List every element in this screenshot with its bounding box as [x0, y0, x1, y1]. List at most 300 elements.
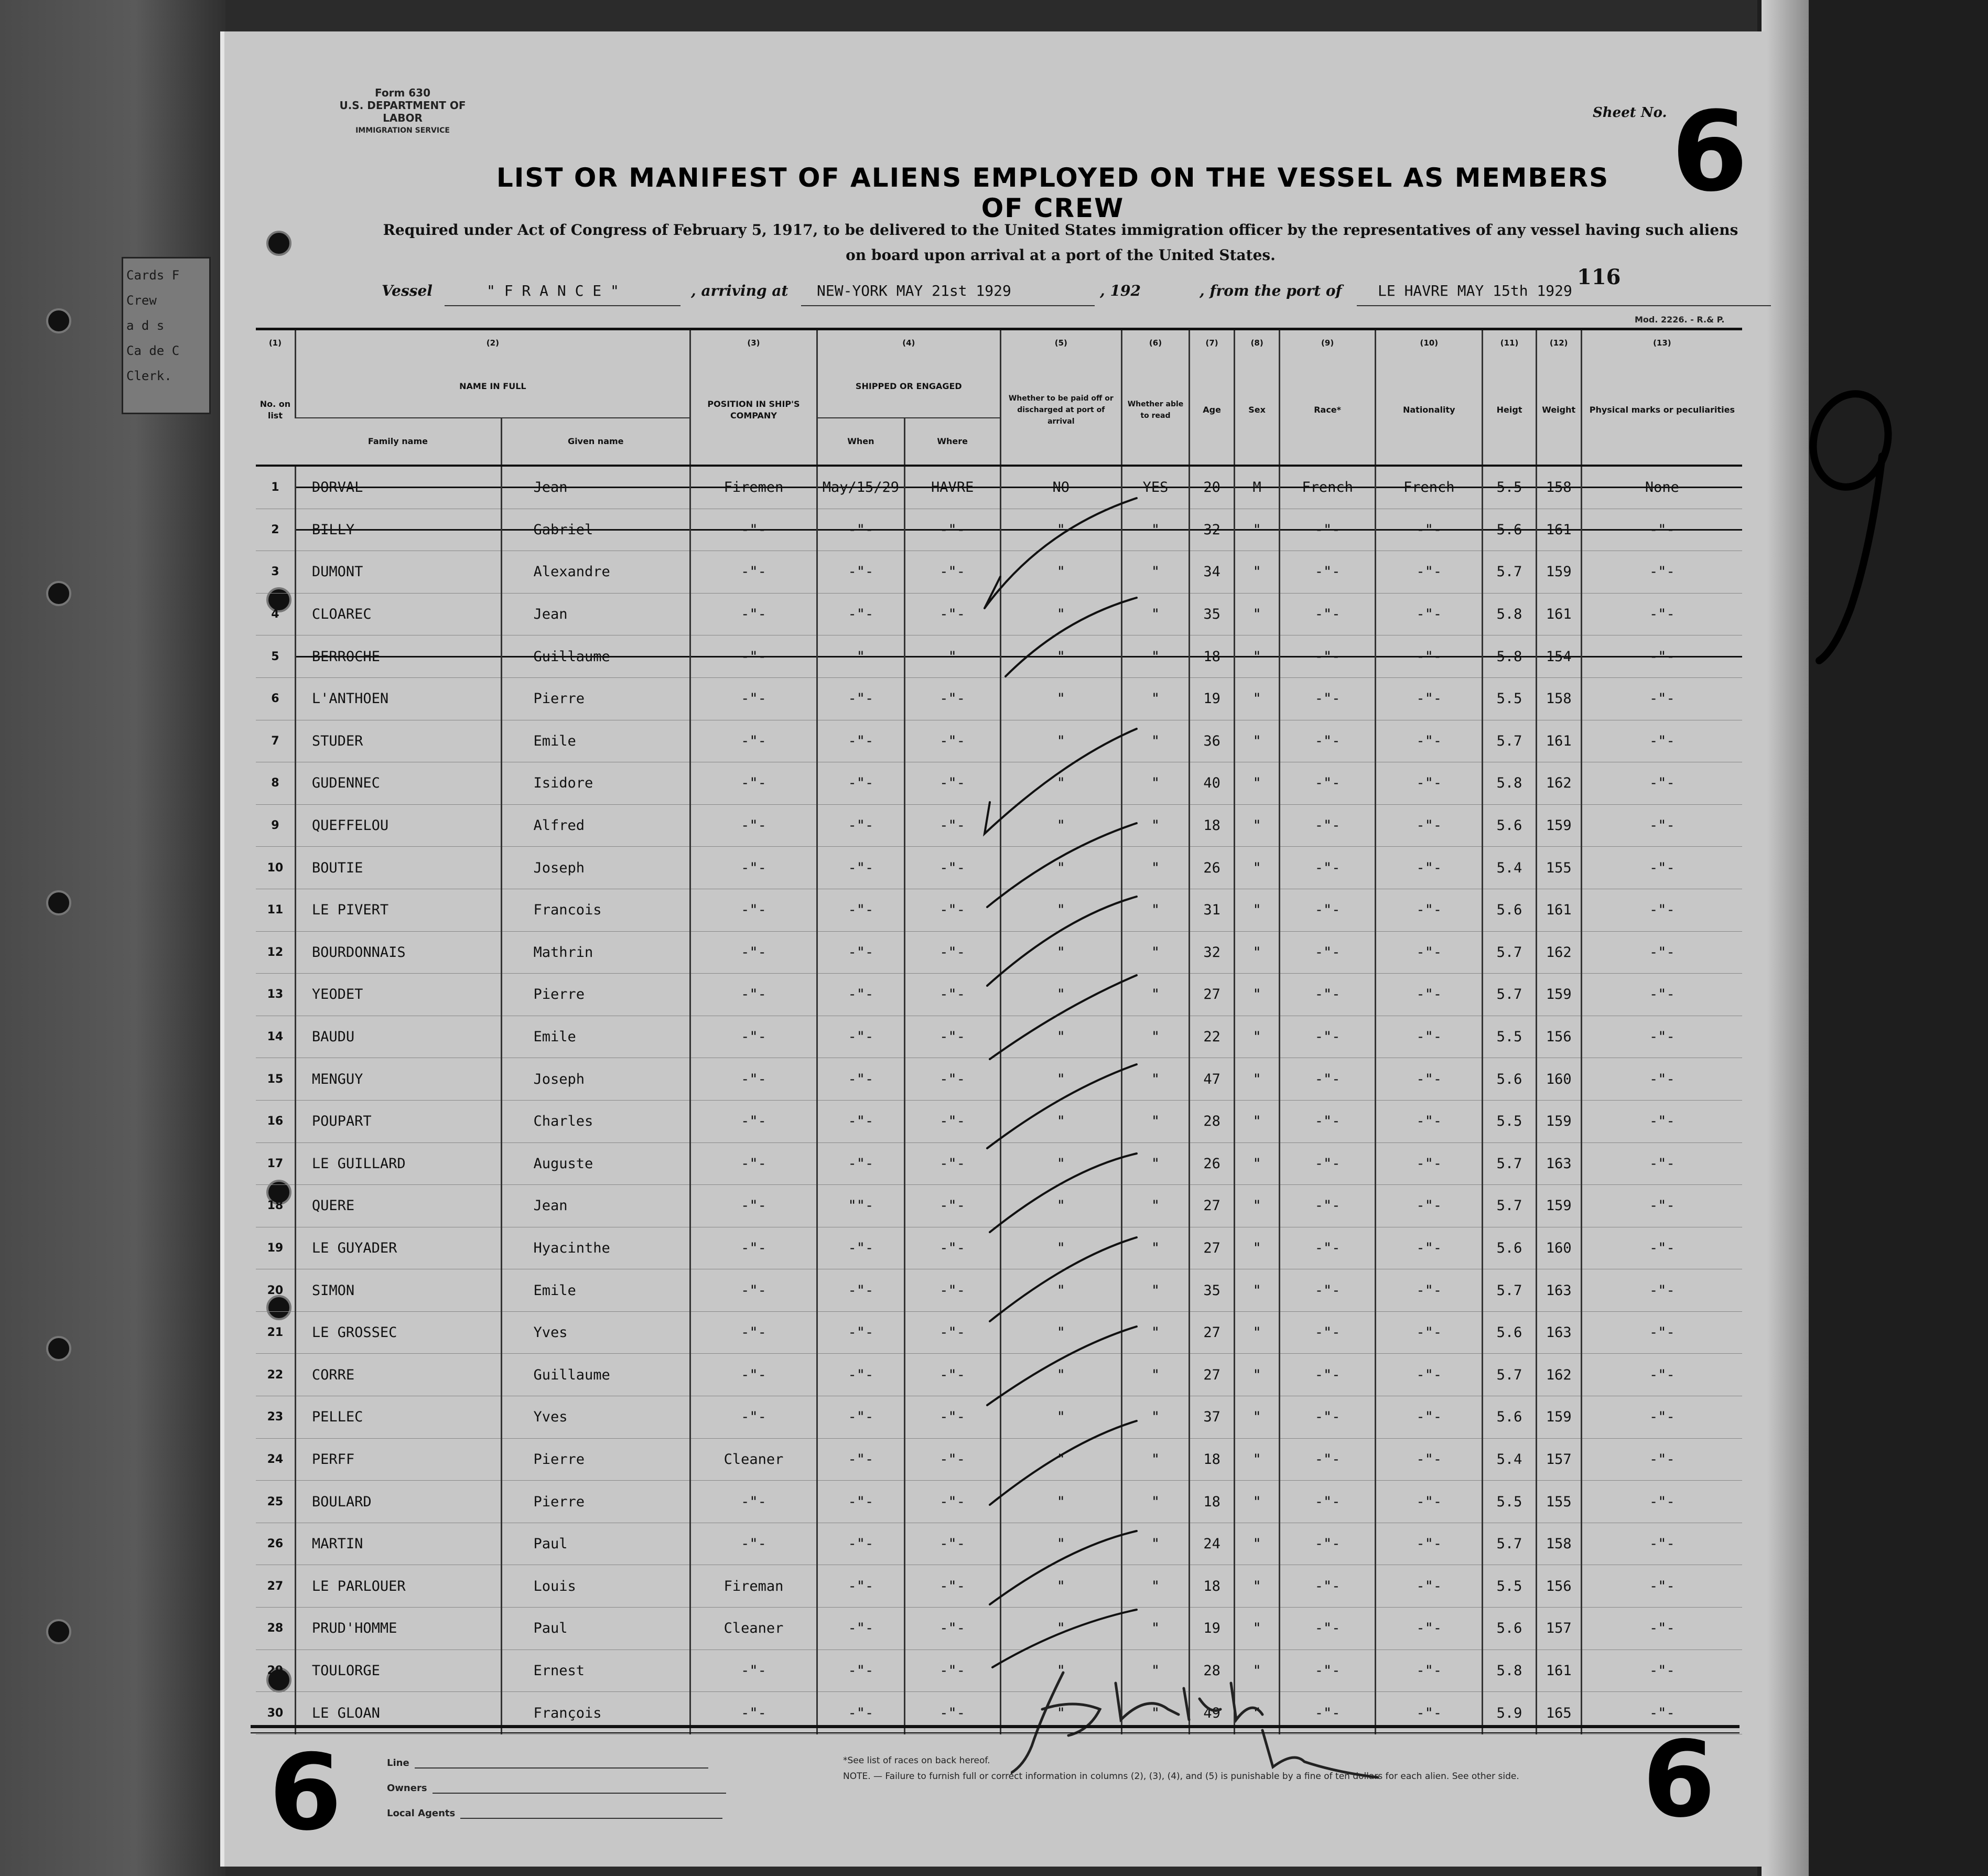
paid-off: " [1000, 720, 1121, 762]
row-number: 27 [256, 1565, 295, 1608]
family-name: LE GUILLARD [295, 1142, 501, 1185]
col-number: (12) [1536, 329, 1581, 356]
paid-off: " [1000, 1227, 1121, 1269]
given-name: Charles [501, 1100, 690, 1142]
family-name: POUPART [295, 1100, 501, 1142]
col-number: (11) [1483, 329, 1536, 356]
punch-hole [46, 1619, 71, 1644]
height: 5.5 [1483, 1565, 1536, 1608]
row-number: 6 [256, 677, 295, 720]
given-name: François [501, 1692, 690, 1734]
shipped-where: -"- [904, 931, 1000, 974]
weight: 162 [1536, 1354, 1581, 1396]
given-name: Louis [501, 1565, 690, 1608]
race: -"- [1280, 509, 1376, 551]
shipped-when: -"- [817, 1649, 905, 1692]
col-number: (13) [1581, 329, 1742, 356]
shipped-where: -"- [904, 1100, 1000, 1142]
row-number: 22 [256, 1354, 295, 1396]
shipped-where: -"- [904, 1692, 1000, 1734]
physical-marks: -"- [1581, 1016, 1742, 1058]
physical-marks: -"- [1581, 1185, 1742, 1227]
shipped-when: -"- [817, 1608, 905, 1650]
physical-marks: -"- [1581, 974, 1742, 1016]
age: 24 [1190, 1523, 1235, 1565]
row-number: 9 [256, 804, 295, 847]
owners-field [387, 1769, 726, 1794]
shipped-when: -"- [817, 1311, 905, 1354]
form-number: Form 630 [374, 87, 430, 99]
physical-marks: -"- [1581, 1227, 1742, 1269]
able-to-read: " [1121, 635, 1189, 678]
card-line: Ca de C [126, 343, 180, 358]
race: French [1280, 466, 1376, 509]
age: 18 [1190, 804, 1235, 847]
sex: " [1235, 889, 1280, 931]
weight: 159 [1536, 1100, 1581, 1142]
punch-hole [46, 581, 71, 606]
sex: " [1235, 635, 1280, 678]
family-name: PELLEC [295, 1396, 501, 1439]
sex: " [1235, 1396, 1280, 1439]
age: 32 [1190, 509, 1235, 551]
nationality: -"- [1376, 551, 1483, 594]
weight: 158 [1536, 466, 1581, 509]
race: -"- [1280, 593, 1376, 635]
race: -"- [1280, 1523, 1376, 1565]
owners-label: Owners [387, 1783, 427, 1794]
paid-off: " [1000, 804, 1121, 847]
height: 5.8 [1483, 635, 1536, 678]
card-line: Crew [126, 293, 157, 308]
shipped-when: -"- [817, 889, 905, 931]
height: 5.7 [1483, 1523, 1536, 1565]
col-number: (6) [1121, 329, 1189, 356]
able-to-read: " [1121, 1227, 1189, 1269]
able-to-read: " [1121, 1269, 1189, 1312]
arriving-label: , arriving at [691, 282, 788, 299]
given-name: Gabriel [501, 509, 690, 551]
height: 5.6 [1483, 509, 1536, 551]
shipped-when: -"- [817, 720, 905, 762]
nationality: -"- [1376, 1016, 1483, 1058]
sex: " [1235, 593, 1280, 635]
underline [445, 305, 680, 306]
shipped-when: -"- [817, 677, 905, 720]
weight: 158 [1536, 677, 1581, 720]
department-name: U.S. DEPARTMENT OF LABOR [339, 99, 466, 124]
age: 47 [1190, 1058, 1235, 1101]
col-number: (5) [1000, 329, 1121, 356]
height: 5.6 [1483, 889, 1536, 931]
race: -"- [1280, 931, 1376, 974]
check-marks [979, 488, 1158, 1694]
shipped-when: -"- [817, 847, 905, 889]
weight: 161 [1536, 889, 1581, 931]
nationality: -"- [1376, 1438, 1483, 1481]
header-family-name: Family name [295, 418, 501, 466]
header-able-to-read: Whether able to read [1121, 355, 1189, 466]
shipped-when: -"- [817, 1523, 905, 1565]
physical-marks: -"- [1581, 1058, 1742, 1101]
family-name: PRUD'HOMME [295, 1608, 501, 1650]
row-number: 21 [256, 1311, 295, 1354]
position: -"- [690, 1185, 817, 1227]
position: -"- [690, 1269, 817, 1312]
sex: " [1235, 1692, 1280, 1734]
port-value: LE HAVRE MAY 15th 1929 [1378, 282, 1572, 299]
race: -"- [1280, 1608, 1376, 1650]
weight: 159 [1536, 974, 1581, 1016]
shipped-when: -"- [817, 1100, 905, 1142]
weight: 162 [1536, 931, 1581, 974]
col-number: (3) [690, 329, 817, 356]
height: 5.7 [1483, 551, 1536, 594]
vessel-label: Vessel [382, 282, 433, 299]
given-name: Jean [501, 593, 690, 635]
family-name: BOULARD [295, 1481, 501, 1523]
sex: " [1235, 1016, 1280, 1058]
sex: " [1235, 804, 1280, 847]
row-number: 26 [256, 1523, 295, 1565]
family-name: BERROCHE [295, 635, 501, 678]
sex: " [1235, 1438, 1280, 1481]
family-name: BOURDONNAIS [295, 931, 501, 974]
physical-marks: None [1581, 466, 1742, 509]
position: -"- [690, 677, 817, 720]
shipped-where: -"- [904, 1227, 1000, 1269]
shipped-where: -"- [904, 847, 1000, 889]
height: 5.6 [1483, 1227, 1536, 1269]
nationality: -"- [1376, 1311, 1483, 1354]
position: -"- [690, 1523, 817, 1565]
nationality: -"- [1376, 677, 1483, 720]
sex: " [1235, 509, 1280, 551]
shipped-when: -"- [817, 1565, 905, 1608]
race: -"- [1280, 889, 1376, 931]
age: 19 [1190, 677, 1235, 720]
row-number: 4 [256, 593, 295, 635]
shipped-where: -"- [904, 1438, 1000, 1481]
family-name: DORVAL [295, 466, 501, 509]
weight: 159 [1536, 804, 1581, 847]
race: -"- [1280, 804, 1376, 847]
weight: 156 [1536, 1565, 1581, 1608]
header-paid-off: Whether to be paid off or discharged at port of arrival [1000, 355, 1121, 466]
header-position: POSITION IN SHIP'S COMPANY [690, 355, 817, 466]
height: 5.5 [1483, 1481, 1536, 1523]
paid-off: " [1000, 1438, 1121, 1481]
able-to-read: " [1121, 762, 1189, 805]
footer-notes [843, 1753, 1577, 1784]
paid-off: " [1000, 1481, 1121, 1523]
physical-marks: -"- [1581, 1142, 1742, 1185]
given-name: Alexandre [501, 551, 690, 594]
physical-marks: -"- [1581, 1649, 1742, 1692]
able-to-read: " [1121, 974, 1189, 1016]
paid-off: " [1000, 889, 1121, 931]
shipped-when: -"- [817, 1142, 905, 1185]
able-to-read: " [1121, 1565, 1189, 1608]
penalty-note: NOTE. — Failure to furnish full or correct information in columns (2), (3), (4), and (5) is punishable by a fine of ten dollars for each alien. See other side. [843, 1771, 1519, 1782]
sex: " [1235, 1142, 1280, 1185]
able-to-read: " [1121, 889, 1189, 931]
sex: " [1235, 762, 1280, 805]
shipped-where: -"- [904, 1481, 1000, 1523]
shipped-where: HAVRE [904, 466, 1000, 509]
family-name: GUDENNEC [295, 762, 501, 805]
weight: 159 [1536, 1185, 1581, 1227]
able-to-read: " [1121, 847, 1189, 889]
nationality: -"- [1376, 1100, 1483, 1142]
card-line: Clerk. [126, 369, 172, 383]
shipped-where: -"- [904, 1354, 1000, 1396]
local-agents-field [387, 1794, 726, 1819]
header-weight: Weight [1536, 355, 1581, 466]
family-name: QUEFFELOU [295, 804, 501, 847]
nationality: -"- [1376, 509, 1483, 551]
weight: 165 [1536, 1692, 1581, 1734]
able-to-read: " [1121, 509, 1189, 551]
sex: " [1235, 677, 1280, 720]
race: -"- [1280, 635, 1376, 678]
weight: 163 [1536, 1311, 1581, 1354]
col-number: (9) [1280, 329, 1376, 356]
family-name: MARTIN [295, 1523, 501, 1565]
position: Firemen [690, 466, 817, 509]
shipped-where: -"- [904, 1649, 1000, 1692]
physical-marks: -"- [1581, 931, 1742, 974]
row-number: 5 [256, 635, 295, 678]
given-name: Hyacinthe [501, 1227, 690, 1269]
height: 5.7 [1483, 1269, 1536, 1312]
shipped-where: -"- [904, 762, 1000, 805]
age: 27 [1190, 1185, 1235, 1227]
sheet-number-footer-right: 6 [1643, 1719, 1716, 1841]
able-to-read: " [1121, 1058, 1189, 1101]
nationality: -"- [1376, 931, 1483, 974]
family-name: SIMON [295, 1269, 501, 1312]
index-card [122, 257, 211, 414]
height: 5.7 [1483, 1142, 1536, 1185]
position: -"- [690, 1016, 817, 1058]
family-name: TOULORGE [295, 1649, 501, 1692]
shipped-when: -"- [817, 1227, 905, 1269]
height: 5.6 [1483, 804, 1536, 847]
sex: " [1235, 1481, 1280, 1523]
row-number: 10 [256, 847, 295, 889]
sheet-number: 6 [1671, 88, 1748, 216]
race: -"- [1280, 974, 1376, 1016]
paid-off: " [1000, 1100, 1121, 1142]
position: -"- [690, 1311, 817, 1354]
nationality: -"- [1376, 1649, 1483, 1692]
race: -"- [1280, 551, 1376, 594]
row-number: 29 [256, 1649, 295, 1692]
row-number: 2 [256, 509, 295, 551]
shipped-where: -"- [904, 551, 1000, 594]
position: -"- [690, 1354, 817, 1396]
shipped-when: -"- [817, 974, 905, 1016]
nationality: -"- [1376, 1565, 1483, 1608]
shipped-where: -"- [904, 509, 1000, 551]
paid-off: " [1000, 762, 1121, 805]
physical-marks: -"- [1581, 509, 1742, 551]
paid-off: " [1000, 509, 1121, 551]
shipped-when: May/15/29 [817, 466, 905, 509]
sex: " [1235, 720, 1280, 762]
age: 18 [1190, 1438, 1235, 1481]
age: 37 [1190, 1396, 1235, 1439]
year-label: , 192 [1100, 282, 1141, 299]
punch-hole [266, 231, 291, 256]
col-number: (10) [1376, 329, 1483, 356]
row-number: 14 [256, 1016, 295, 1058]
paid-off: " [1000, 677, 1121, 720]
underline [801, 305, 1095, 306]
age: 28 [1190, 1100, 1235, 1142]
footer-fields [387, 1743, 726, 1819]
weight: 163 [1536, 1269, 1581, 1312]
service-name: IMMIGRATION SERVICE [355, 126, 450, 135]
able-to-read: " [1121, 1354, 1189, 1396]
shipped-when: -"- [817, 593, 905, 635]
given-name: Francois [501, 889, 690, 931]
able-to-read: YES [1121, 466, 1189, 509]
weight: 160 [1536, 1227, 1581, 1269]
sex: " [1235, 1354, 1280, 1396]
header-given-name: Given name [501, 418, 690, 466]
age: 27 [1190, 974, 1235, 1016]
height: 5.6 [1483, 1396, 1536, 1439]
line-label: Line [387, 1758, 409, 1769]
age: 34 [1190, 551, 1235, 594]
weight: 154 [1536, 635, 1581, 678]
col-number: (2) [295, 329, 690, 356]
family-name: LE PARLOUER [295, 1565, 501, 1608]
sex: " [1235, 931, 1280, 974]
nationality: -"- [1376, 1692, 1483, 1734]
sheet-number-footer-left: 6 [269, 1732, 342, 1854]
sex: " [1235, 1227, 1280, 1269]
row-number: 13 [256, 974, 295, 1016]
nationality: -"- [1376, 1058, 1483, 1101]
family-name: LE PIVERT [295, 889, 501, 931]
shipped-when: -"- [817, 1438, 905, 1481]
race: -"- [1280, 1142, 1376, 1185]
height: 5.7 [1483, 974, 1536, 1016]
age: 27 [1190, 1354, 1235, 1396]
nationality: -"- [1376, 1396, 1483, 1439]
local-agents-label: Local Agents [387, 1808, 456, 1819]
paid-off: " [1000, 1608, 1121, 1650]
nationality: -"- [1376, 889, 1483, 931]
arriving-value: NEW-YORK MAY 21st 1929 [817, 282, 1011, 299]
weight: 156 [1536, 1016, 1581, 1058]
position: -"- [690, 762, 817, 805]
weight: 160 [1536, 1058, 1581, 1101]
field-underline [460, 1817, 722, 1819]
subtitle-line: Required under Act of Congress of February 5, 1917, to be delivered to the United States immigration officer by the representatives of any vessel having such aliens [383, 221, 1738, 239]
sex: M [1235, 466, 1280, 509]
nationality: -"- [1376, 1227, 1483, 1269]
position: -"- [690, 1142, 817, 1185]
shipped-where: -"- [904, 1311, 1000, 1354]
divider [251, 1732, 1740, 1733]
weight: 162 [1536, 762, 1581, 805]
given-name: Jean [501, 1185, 690, 1227]
manifest-sheet [220, 31, 1767, 1867]
age: 27 [1190, 1227, 1235, 1269]
header-no-on-list: No. on list [260, 399, 291, 421]
col-number: (4) [817, 329, 1001, 356]
sex: " [1235, 1311, 1280, 1354]
physical-marks: -"- [1581, 1523, 1742, 1565]
able-to-read: " [1121, 931, 1189, 974]
race: -"- [1280, 1058, 1376, 1101]
able-to-read: " [1121, 1396, 1189, 1439]
paid-off: " [1000, 1354, 1121, 1396]
shipped-when: " [817, 635, 905, 678]
able-to-read: " [1121, 1311, 1189, 1354]
race: -"- [1280, 1438, 1376, 1481]
position: -"- [690, 931, 817, 974]
shipped-where: " [904, 635, 1000, 678]
port-label: , from the port of [1200, 282, 1342, 299]
race: -"- [1280, 1354, 1376, 1396]
row-number: 12 [256, 931, 295, 974]
nationality: French [1376, 466, 1483, 509]
row-number: 11 [256, 889, 295, 931]
page-number: 116 [1577, 265, 1621, 289]
field-underline [415, 1766, 708, 1769]
race: -"- [1280, 1269, 1376, 1312]
physical-marks: -"- [1581, 677, 1742, 720]
nationality: -"- [1376, 1523, 1483, 1565]
age: 26 [1190, 847, 1235, 889]
physical-marks: -"- [1581, 1438, 1742, 1481]
age: 49 [1190, 1692, 1235, 1734]
height: 5.5 [1483, 1016, 1536, 1058]
field-underline [433, 1792, 726, 1794]
family-name: LE GROSSEC [295, 1311, 501, 1354]
paid-off: " [1000, 1311, 1121, 1354]
line-field [387, 1743, 726, 1769]
shipped-where: -"- [904, 1185, 1000, 1227]
able-to-read: " [1121, 1523, 1189, 1565]
position: -"- [690, 889, 817, 931]
paid-off: " [1000, 1142, 1121, 1185]
sex: " [1235, 1269, 1280, 1312]
sex: " [1235, 1608, 1280, 1650]
family-name: STUDER [295, 720, 501, 762]
given-name: Paul [501, 1608, 690, 1650]
given-name: Ernest [501, 1649, 690, 1692]
physical-marks: -"- [1581, 1311, 1742, 1354]
header-physical-marks: Physical marks or peculiarities [1581, 355, 1742, 466]
physical-marks: -"- [1581, 1692, 1742, 1734]
position: Cleaner [690, 1438, 817, 1481]
row-number: 24 [256, 1438, 295, 1481]
physical-marks: -"- [1581, 1481, 1742, 1523]
weight: 157 [1536, 1608, 1581, 1650]
weight: 155 [1536, 847, 1581, 889]
vessel-name: " F R A N C E " [487, 282, 619, 299]
paid-off: " [1000, 1269, 1121, 1312]
given-name: Jean [501, 466, 690, 509]
paid-off: " [1000, 1058, 1121, 1101]
sex: " [1235, 1565, 1280, 1608]
